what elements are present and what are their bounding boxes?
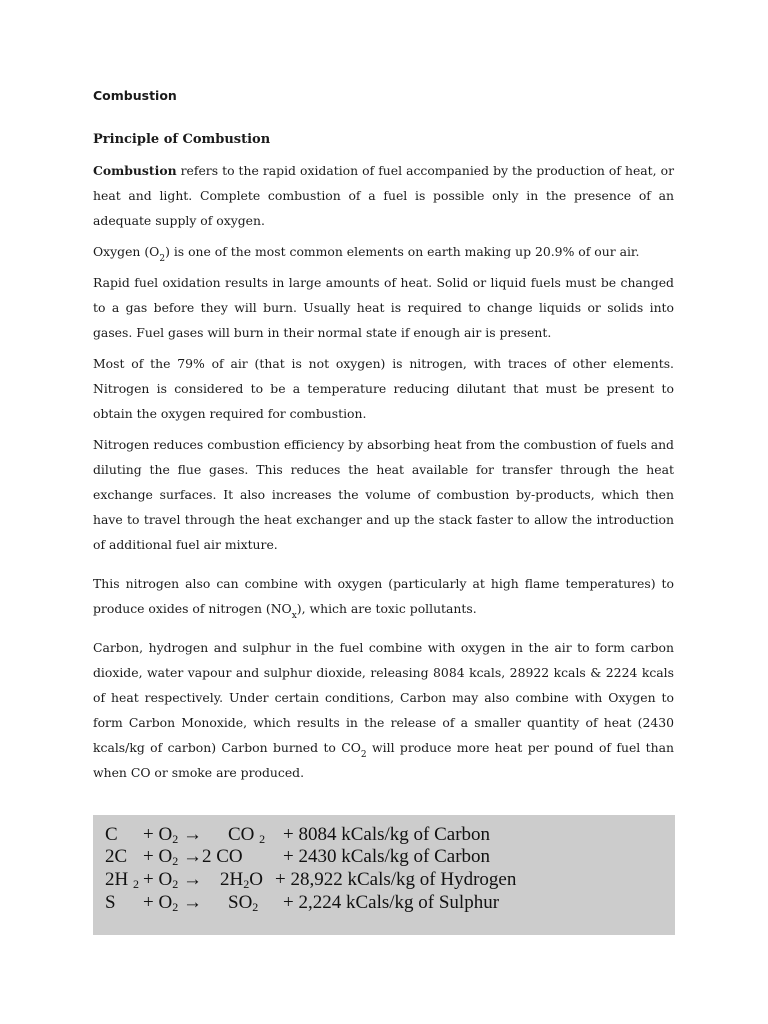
paragraph-combustion-definition: Combustion refers to the rapid oxidation of fuel accompanied by the production of heat, or heat and light. Complete combustion of a fuel is possible only in the presence of an adequate supply of oxygen. <box>93 163 674 228</box>
equations-box: C + $O_2$ → CO $_2$ + 8084 kCals/kg of Carbon 2C + $O_2 \to 2$ CO + 2430 kCals/kg of Carbon 2H $_2$ + $O_2$ → $2H_2O$ + 28,922 kCals/kg of Hydrogen S + $O_2$ → $SO_2$ + 2,224 kCals/kg of Sulphur <box>93 815 675 935</box>
paragraph-carbon-reactions: Carbon, hydrogen and sulphur in the fuel combine with oxygen in the air to form carbon dioxide, water vapour and sulphur dioxide, releasing 8084 kcals, 28922 kcals & 2224 kcals of heat respectively. Under certain conditions, Carbon may also combine with Oxygen to form Carbon Monoxide, which results in the release of a smaller quantity of heat (2430 kcals/kg of carbon) Carbon burned to $CO_2$ will produce more heat per pound of fuel than when CO or smoke are produced. <box>93 640 674 780</box>
section-title: Principle of Combustion <box>93 132 271 147</box>
document-heading: Combustion <box>93 88 177 103</box>
paragraph-fuel-oxidation: Rapid fuel oxidation results in large amounts of heat. Solid or liquid fuels must be changed to a gas before they will burn. Usually heat is required to change liquids or solids into gases. Fuel gases will burn in their normal state if enough air is present. <box>93 275 674 340</box>
paragraph-nitrogen-oxides: This nitrogen also can combine with oxygen (particularly at high flame temperatures) to produce oxides of nitrogen $(NO_x)$, which are toxic pollutants. <box>93 576 674 621</box>
paragraph-nitrogen-efficiency: Nitrogen reduces combustion efficiency by absorbing heat from the combustion of fuels and diluting the flue gases. This reduces the heat available for transfer through the heat exchange surfaces. It also increases the volume of combustion by-products, which then have to travel through the heat exchanger and up the stack faster to allow the introduction of additional fuel air mixture. <box>93 437 674 552</box>
term-combustion: Combustion <box>93 163 177 178</box>
paragraph-nitrogen-air: Most of the 79% of air (that is not oxygen) is nitrogen, with traces of other elements. Nitrogen is considered to be a temperature reducing dilutant that must be present to obtain the oxygen required for combustion. <box>93 356 674 421</box>
document-page <box>93 86 674 791</box>
paragraph-oxygen: Oxygen $(O_2)$ is one of the most common elements on earth making up 20.9% of our air. <box>93 244 640 264</box>
